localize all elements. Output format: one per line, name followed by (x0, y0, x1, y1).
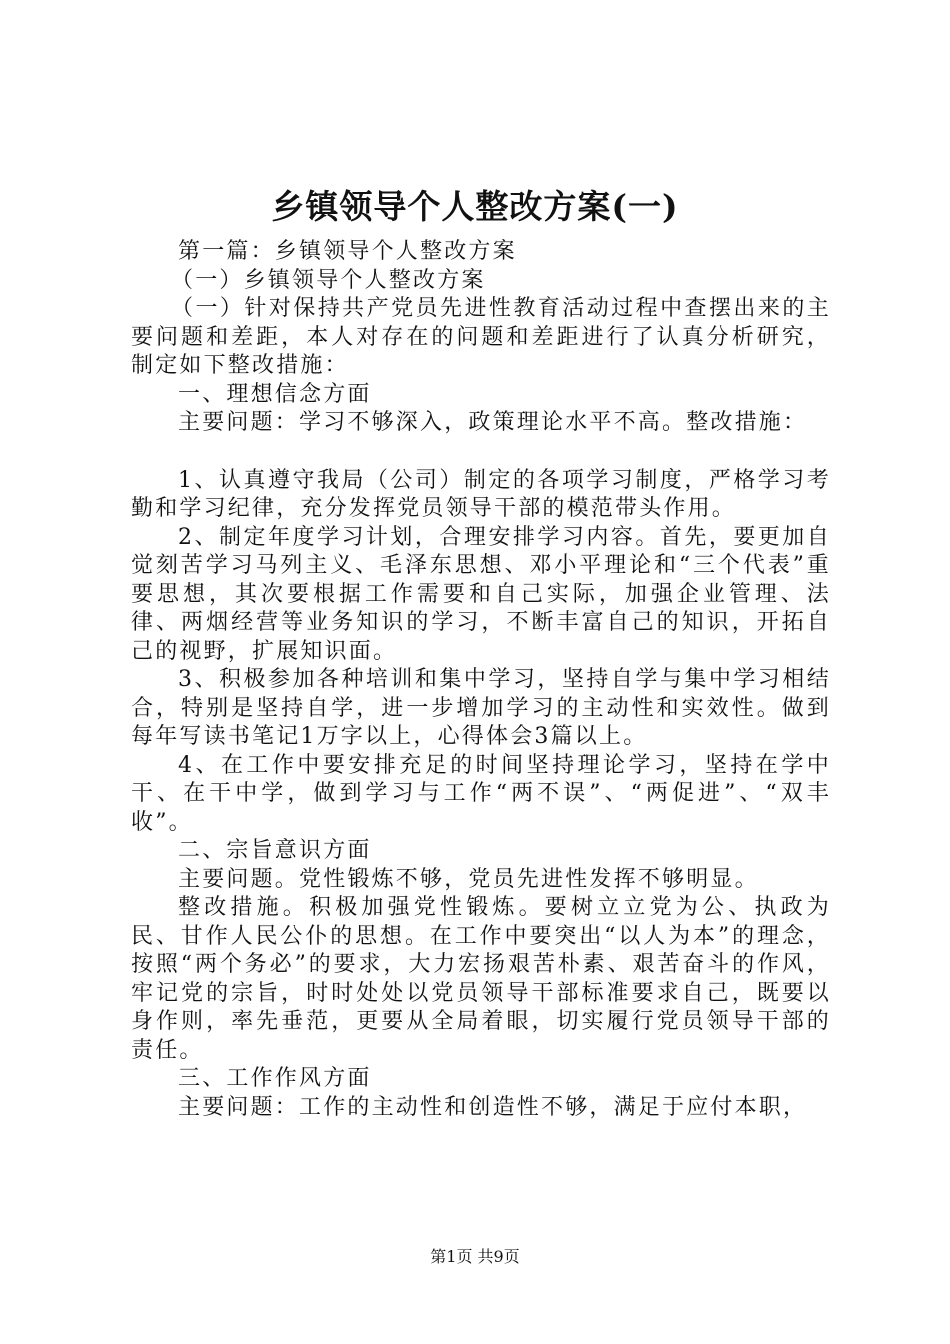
paragraph: （一）针对保持共产党员先进性教育活动过程中查摆出来的主要问题和差距，本人对存在的问题和差距进行了认真分析研究，制定如下整改措施： (131, 296, 831, 378)
section-heading: 一、理想信念方面 (178, 381, 372, 407)
section-heading: 三、工作作风方面 (178, 1066, 372, 1091)
paragraph: 整改措施。积极加强党性锻炼。要树立立党为公、执政为民、甘作人民公仆的思想。在工作中要突出“以人为本”的理念，按照“两个务必”的要求，大力宏扬艰苦朴素、艰苦奋斗的作风，牢记党的宗旨，时时处处以党员领导干部标准要求自己，既要以身作则，率先垂范，更要从全局着眼，切实履行党员领导干部的责任。 (131, 895, 831, 1063)
paragraph: 主要问题。党性锻炼不够，党员先进性发挥不够明显。 (178, 866, 759, 892)
list-item: 4、在工作中要安排充足的时间坚持理论学习，坚持在学中干、在干中学，做到学习与工作“两不误”、“两促进”、“双丰收”。 (131, 752, 831, 835)
section-heading: 第一篇：乡镇领导个人整改方案 (178, 239, 517, 264)
section-heading: 二、宗旨意识方面 (178, 838, 372, 863)
page-number: 第1页 共9页 (430, 1247, 520, 1266)
paragraph: 主要问题：学习不够深入，政策理论水平不高。整改措施： (178, 410, 808, 435)
list-item: 2、制定年度学习计划，合理安排学习内容。首先，要更加自觉刻苦学习马列主义、毛泽东思想、邓小平理论和“三个代表”重要思想，其次要根据工作需要和自己实际，加强企业管理、法律、两烟经营等业务知识的学习，不断丰富自己的知识，开拓自己的视野，扩展知识面。 (131, 524, 831, 664)
document-body (131, 238, 831, 1122)
document-title: 乡镇领导个人整改方案(一) (271, 187, 679, 226)
list-item: 3、积极参加各种培训和集中学习，坚持自学与集中学习相结合，特别是坚持自学，进一步增加学习的主动性和实效性。做到每年写读书笔记1万字以上，心得体会3篇以上。 (131, 667, 831, 749)
subsection-heading: （一）乡镇领导个人整改方案 (171, 267, 486, 293)
list-item: 1、认真遵守我局（公司）制定的各项学习制度，严格学习考勤和学习纪律，充分发挥党员领导干部的模范带头作用。 (131, 467, 831, 521)
paragraph: 主要问题：工作的主动性和创造性不够，满足于应付本职， (178, 1094, 808, 1120)
